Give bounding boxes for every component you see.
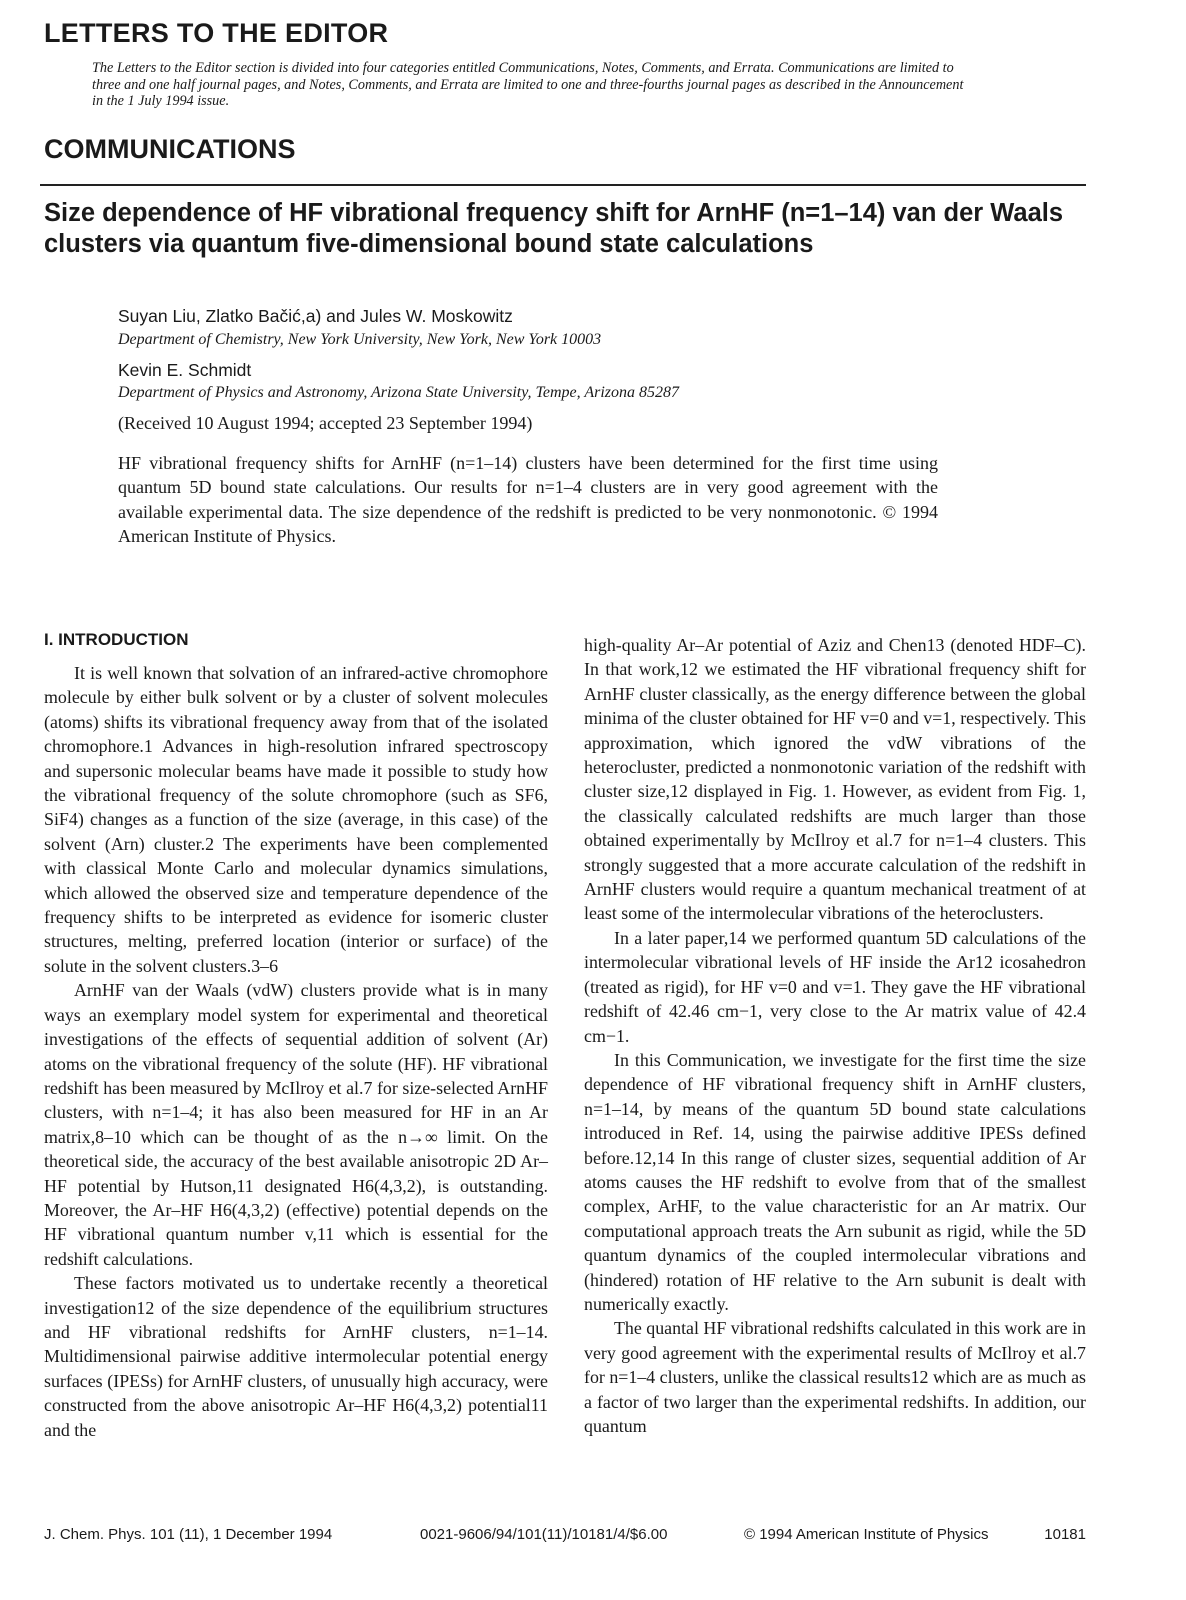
section-note: The Letters to the Editor section is divided into four categories entitled Communications, Notes, Comments, and Errata. Communications are limited to three and one half journal pages, and Notes, Comments, and Errata are limited to one and three-fourths journal pages as described in the Announcement in the 1 July 1994 issue. <box>92 60 964 109</box>
right-column <box>584 633 1086 1438</box>
footer-code: 0021-9606/94/101(11)/10181/4/$6.00 <box>420 1526 668 1543</box>
intro-paragraph-4: high-quality Ar–Ar potential of Aziz and Chen13 (denoted HDF–C). In that work,12 we estimated the HF vibrational frequency shift for ArnHF cluster classically, as the energy difference between the global minima of the cluster obtained for HF v=0 and v=1, respectively. This approximation, which ignored the vdW vibrations of the heterocluster, predicted a nonmonotonic variation of the redshift with cluster size,12 displayed in Fig. 1. However, as evident from Fig. 1, the classically calculated redshifts are much larger than those obtained experimentally by McIlroy et al.7 for n=1–4 clusters. This strongly suggested that a more accurate calculation of the redshift in ArnHF clusters would require a quantum mechanical treatment of at least some of the intermolecular vibrations of the heteroclusters. <box>584 635 1086 924</box>
left-column <box>44 661 548 1442</box>
received-dates: (Received 10 August 1994; accepted 23 September 1994) <box>118 413 533 433</box>
intro-paragraph-6: In this Communication, we investigate for the first time the size dependence of HF vibrational frequency shift in ArnHF clusters, n=1–14, by means of the quantum 5D bound state calculations introduced in Ref. 14, using the pairwise additive IPESs defined before.12,14 In this range of cluster sizes, sequential addition of Ar atoms causes the HF redshift to evolve from that of the smallest complex, ArHF, to the value characteristic for an Ar matrix. Our computational approach treats the Arn subunit as rigid, while the 5D quantum dynamics of the coupled intermolecular vibrations and (hindered) rotation of HF relative to the Arn subunit is dealt with numerically exactly. <box>584 1049 1086 1314</box>
section-heading: LETTERS TO THE EDITOR <box>44 18 389 48</box>
intro-paragraph-7: The quantal HF vibrational redshifts calculated in this work are in very good agreement with the experimental results of McIlroy et al.7 for n=1–4 clusters, unlike the classical results12 which are as much as a factor of two larger than the experimental redshifts. In addition, our quantum <box>584 1318 1086 1436</box>
intro-paragraph-3: These factors motivated us to undertake recently a theoretical investigation12 of the size dependence of the equilibrium structures and HF vibrational redshifts for ArnHF clusters, n=1–14. Multidimensional pairwise additive intermolecular potential energy surfaces (IPESs) for ArnHF clusters, of unusually high accuracy, were constructed from the above anisotropic Ar–HF H6(4,3,2) potential11 and the <box>44 1273 548 1440</box>
footer-copyright: © 1994 American Institute of Physics <box>744 1526 989 1543</box>
intro-heading: I. INTRODUCTION <box>44 630 189 649</box>
communications-heading: COMMUNICATIONS <box>44 134 296 164</box>
divider-rule <box>40 184 1086 186</box>
footer-journal: J. Chem. Phys. 101 (11), 1 December 1994 <box>44 1526 333 1543</box>
authors-line-2: Kevin E. Schmidt <box>118 360 252 380</box>
intro-paragraph-1: It is well known that solvation of an infrared-active chromophore molecule by either bulk solvent or by a cluster of solvent molecules (atoms) shifts its vibrational frequency away from that of the isolated chromophore.1 Advances in high-resolution infrared spectroscopy and supersonic molecular beams have made it possible to study how the vibrational frequency of the solute chromophore (such as SF6, SiF4) changes as a function of the size (average, in this case) of the solvent (Arn) cluster.2 The experiments have been complemented with classical Monte Carlo and molecular dynamics simulations, which allowed the observed size and temperature dependence of the frequency shifts to be interpreted as evidence for isomeric cluster structures, melting, preferred location (interior or surface) of the solute in the solvent clusters.3–6 <box>44 663 548 976</box>
intro-paragraph-2: ArnHF van der Waals (vdW) clusters provide what is in many ways an exemplary model system for experimental and theoretical investigations of the effects of sequential addition of solvent (Ar) atoms on the vibrational frequency of the solute (HF). HF vibrational redshift has been measured by McIlroy et al.7 for size-selected ArnHF clusters, with n=1–4; it has also been measured for HF in an Ar matrix,8–10 which can be thought of as the n→∞ limit. On the theoretical side, the accuracy of the best available anisotropic 2D Ar–HF potential by Hutson,11 designated H6(4,3,2), is outstanding. Moreover, the Ar–HF H6(4,3,2) (effective) potential depends on the HF vibrational quantum number v,11 which is essential for the redshift calculations. <box>44 980 548 1269</box>
affiliation-2: Department of Physics and Astronomy, Arizona State University, Tempe, Arizona 85287 <box>118 384 680 401</box>
affiliation-1: Department of Chemistry, New York University, New York, New York 10003 <box>118 331 602 348</box>
abstract: HF vibrational frequency shifts for ArnHF (n=1–14) clusters have been determined for the first time using quantum 5D bound state calculations. Our results for n=1–4 clusters are in very good agreement with the available experimental data. The size dependence of the redshift is predicted to be very nonmonotonic. © 1994 American Institute of Physics. <box>118 453 938 547</box>
intro-paragraph-5: In a later paper,14 we performed quantum 5D calculations of the intermolecular vibrational levels of HF inside the Ar12 icosahedron (treated as rigid), for HF v=0 and v=1. They gave the HF vibrational redshift of 42.46 cm−1, very close to the Ar matrix value of 42.4 cm−1. <box>584 927 1086 1046</box>
footer-page-number: 10181 <box>1044 1526 1086 1543</box>
article-title: Size dependence of HF vibrational frequency shift for ArnHF (n=1–14) van der Waals clusters via quantum five-dimensional bound state calculations <box>44 199 1064 258</box>
authors-line-1: Suyan Liu, Zlatko Bačić,a) and Jules W. Moskowitz <box>118 306 513 326</box>
